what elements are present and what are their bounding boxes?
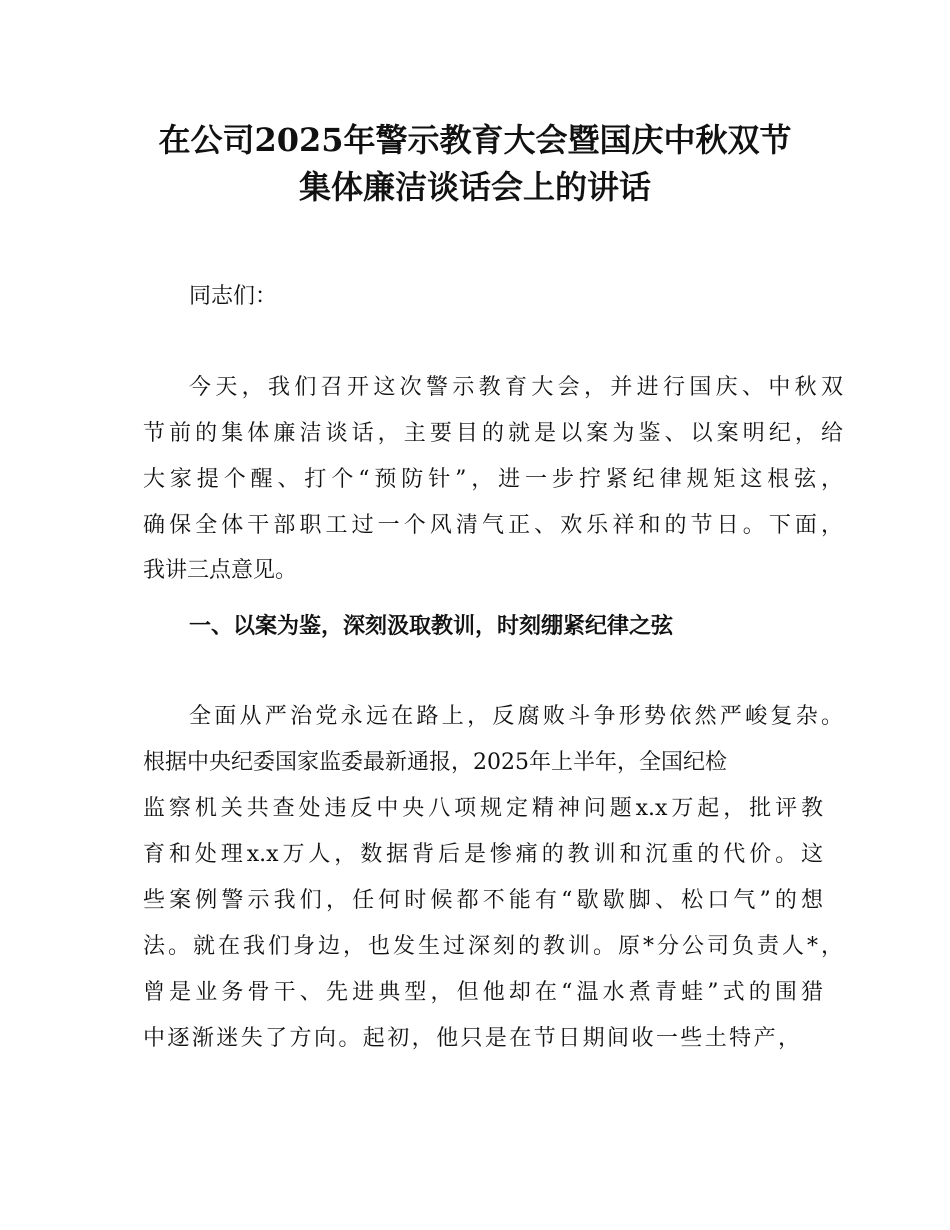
paragraph-line: 监察机关共查处违反中央八项规定精神问题x.x万起，批评教 bbox=[143, 796, 823, 821]
paragraph-line: 我讲三点意见。 bbox=[143, 558, 298, 583]
paragraph-line: 今天，我们召开这次警示教育大会，并进行国庆、中秋双 bbox=[189, 375, 843, 400]
paragraph-line: 育和处理x.x万人，数据背后是惨痛的教训和沉重的代价。这 bbox=[143, 842, 823, 867]
paragraph-line: 曾是业务骨干、先进典型，但他却在“温水煮青蛙”式的围猎 bbox=[143, 980, 823, 1005]
paragraph-line: 节前的集体廉洁谈话，主要目的就是以案为鉴、以案明纪，给 bbox=[143, 421, 843, 446]
paragraph-line: 些案例警示我们，任何时候都不能有“歇歇脚、松口气”的想 bbox=[143, 888, 823, 913]
paragraph-line: 确保全体干部职工过一个风清气正、欢乐祥和的节日。下面， bbox=[143, 513, 843, 538]
paragraph-line: 根据中央纪委国家监委最新通报，2025年上半年，全国纪检 bbox=[143, 750, 727, 775]
document-title-line-1: 在公司2025年警示教育大会暨国庆中秋双节 bbox=[158, 121, 792, 159]
paragraph-line: 大家提个醒、打个“预防针”，进一步拧紧纪律规矩这根弦， bbox=[143, 467, 843, 492]
paragraph-line: 全面从严治党永远在路上，反腐败斗争形势依然严峻复杂。 bbox=[189, 704, 843, 729]
section-heading: 一、以案为鉴，深刻汲取教训，时刻绷紧纪律之弦 bbox=[189, 613, 674, 639]
paragraph-line: 法。就在我们身边，也发生过深刻的教训。原*分公司负责人*， bbox=[143, 934, 843, 959]
salutation: 同志们： bbox=[189, 284, 278, 309]
paragraph-line: 中逐渐迷失了方向。起初，他只是在节日期间收一些土特产， bbox=[143, 1026, 800, 1051]
document-title-line-2: 集体廉洁谈话会上的讲话 bbox=[298, 168, 651, 206]
